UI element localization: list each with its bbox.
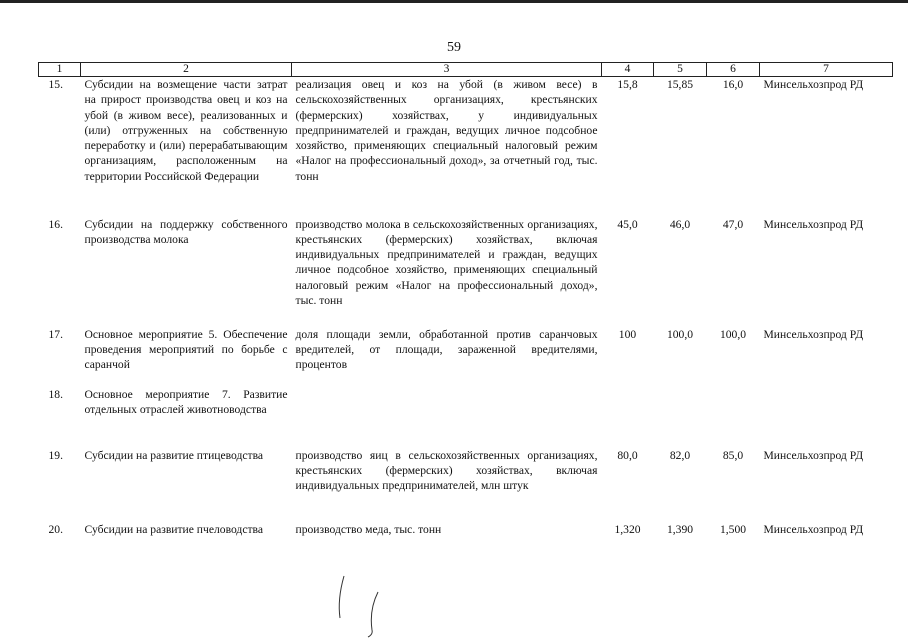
row-number: 18. xyxy=(48,387,63,401)
table-row xyxy=(39,387,893,448)
value-col6: 16,0 xyxy=(722,78,744,91)
value-col6: 85,0 xyxy=(722,448,744,462)
value-col4: 100 xyxy=(618,327,637,341)
indicator-description: производство яиц в сельскохозяйственных организациях, крестьянских (фермерских) хозяйствах, включая индивидуальных предпринимателей, млн штук xyxy=(295,448,598,493)
value-col5 xyxy=(654,387,707,448)
column-header: 3 xyxy=(292,63,602,77)
measure-name: Основное мероприятие 5. Обеспечение проведения мероприятий по борьбе с саранчой xyxy=(84,327,288,372)
value-col4: 15,8 xyxy=(617,78,638,91)
value-col5: 46,0 xyxy=(669,217,691,231)
table-row xyxy=(39,327,893,387)
page-number: 59 xyxy=(447,40,461,55)
measure-name: Основное мероприятие 7. Развитие отдельных отраслей животноводства xyxy=(84,387,288,416)
indicator-description xyxy=(292,387,602,448)
responsible-executor: Минсельхозпрод РД xyxy=(763,522,864,536)
program-indicators-table xyxy=(38,62,893,542)
table-header-row xyxy=(39,63,893,77)
value-col4: 45,0 xyxy=(617,217,638,231)
value-col6: 1,500 xyxy=(719,522,747,536)
value-col5: 15,85 xyxy=(666,78,694,91)
measure-name: Субсидии на возмещение части затрат на прирост производства овец и коз на убой (в живом весе), реализованных и (или) отгруженных на собственную переработку и (или) перерабатывающим организациям, расположенным на территории Российской Федерации xyxy=(84,78,288,183)
column-header: 4 xyxy=(602,63,654,77)
indicator-description: производство молока в сельскохозяйственных организациях, крестьянских (фермерских) хозяйствах, включая индивидуальных предпринимателей и граждан, ведущих личное подсобное хозяйство, применяющих специальный налоговый режим «Налог на профессиональный доход», тыс. тонн xyxy=(295,217,598,307)
value-col4: 80,0 xyxy=(617,448,638,462)
table-row xyxy=(39,522,893,542)
column-header: 5 xyxy=(654,63,707,77)
indicator-description: реализация овец и коз на убой (в живом весе) в сельскохозяйственных организациях, крестьянских (фермерских) хозяйствах, у индивидуальных предпринимателей и граждан, ведущих личное подсобное хозяйство, применяющих специальный налоговый режим «Налог на профессиональный доход», за отчетный год, тыс. тонн xyxy=(295,78,598,183)
value-col6: 100,0 xyxy=(719,327,747,341)
responsible-executor: Минсельхозпрод РД xyxy=(763,327,864,341)
row-number: 19. xyxy=(48,448,63,462)
row-number: 17. xyxy=(48,327,63,341)
value-col5: 82,0 xyxy=(669,448,691,462)
value-col6 xyxy=(707,387,760,448)
table-row xyxy=(39,77,893,217)
value-col4: 1,320 xyxy=(614,522,641,536)
table-row xyxy=(39,448,893,522)
row-number: 16. xyxy=(48,217,63,231)
responsible-executor xyxy=(760,387,893,448)
page-top-edge xyxy=(0,0,908,3)
indicator-description: производство меда, тыс. тонн xyxy=(295,522,442,536)
measure-name: Субсидии на поддержку собственного производства молока xyxy=(84,217,288,246)
row-number: 20. xyxy=(48,522,63,536)
column-header: 6 xyxy=(707,63,760,77)
measure-name: Субсидии на развитие птицеводства xyxy=(84,448,264,462)
value-col4 xyxy=(602,387,654,448)
row-number: 15. xyxy=(48,78,63,91)
column-header: 2 xyxy=(81,63,292,77)
measure-name: Субсидии на развитие пчеловодства xyxy=(84,522,264,536)
table-row xyxy=(39,217,893,327)
handwritten-signature-mark xyxy=(330,572,390,638)
value-col5: 1,390 xyxy=(666,522,694,536)
column-header: 7 xyxy=(760,63,893,77)
responsible-executor: Минсельхозпрод РД xyxy=(763,78,864,91)
indicator-description: доля площади земли, обработанной против саранчовых вредителей, от площади, зараженной вредителями, процентов xyxy=(295,327,598,372)
responsible-executor: Минсельхозпрод РД xyxy=(763,217,864,231)
column-header: 1 xyxy=(39,63,81,77)
responsible-executor: Минсельхозпрод РД xyxy=(763,448,864,462)
value-col5: 100,0 xyxy=(666,327,694,341)
value-col6: 47,0 xyxy=(722,217,744,231)
